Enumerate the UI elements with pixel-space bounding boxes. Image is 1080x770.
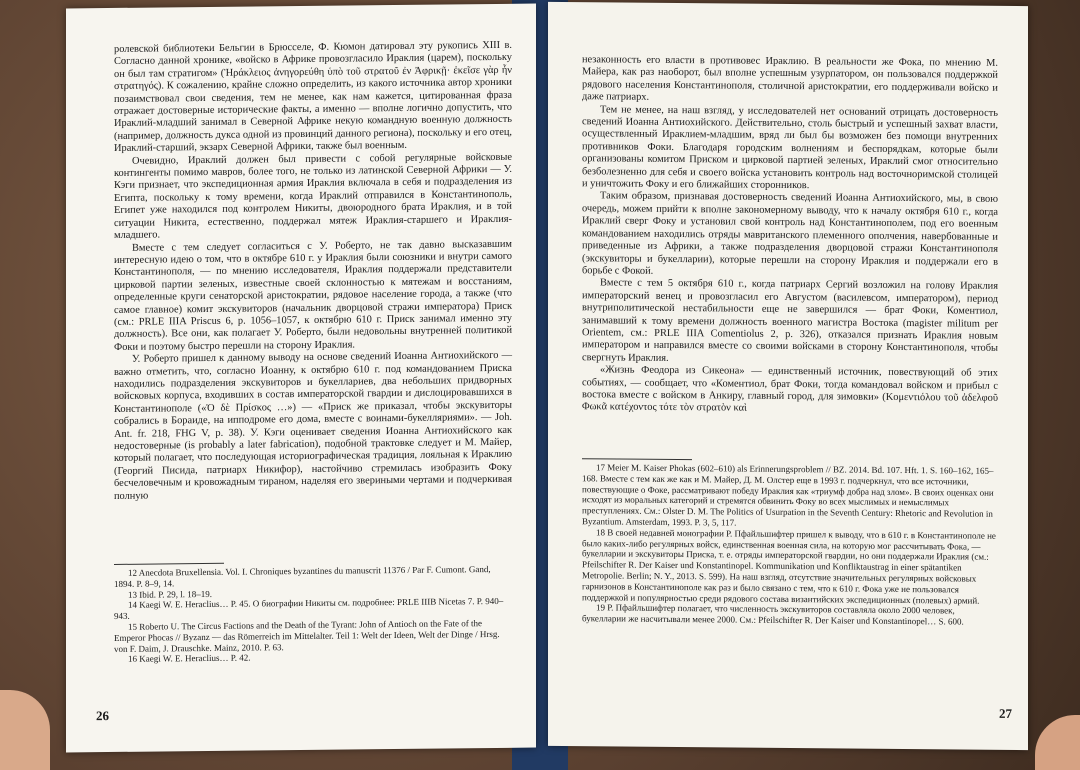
right-paragraph-5: «Жизнь Феодора из Сикеона» — единственный источник, повествующий об этих событиях, — сообщает, что «Коментиол, брат Фоки, тогда командовал войском и прибыл с востока вместе с войском в Анкиру, главный город, для зимовки» (Κομεντιόλου τοῦ ἀδελφοῦ Φωκᾶ κατέχοντος τότε τὸν στρατὸν καὶ bbox=[582, 364, 998, 415]
thumb-left bbox=[0, 690, 50, 770]
footnote-18: 18 В своей недавней монографии Р. Пфайльшифтер пришел к выводу, что в 610 г. в Константинополе не было каких-либо регулярных войск, единственная военная сила, на которую мог рассчитывать Фока, — букелларии и экскувиторы Приска, т. е. отряды императорской гвардии, но они поддержали Ираклия (см.: Pfeilschifter R. Der Kaiser und Konstantinopel. Kommunikation und Konfliktaustrag in einer spätantiken Metropolie. Berlin; N. Y., 2013. S. 599). На наш взгляд, отсутствие значительных регулярных войсковых гарнизонов в Константинополе как раз и было связано с тем, что к 610 г. Фока уже не пользовался поддержкой и популярностью среди рядового состава византийских экспедиционных (полевых) армий. bbox=[582, 527, 996, 606]
footnote-16: 16 Kaegi W. E. Heraclius… P. 42. bbox=[128, 652, 251, 665]
right-page bbox=[548, 2, 1028, 750]
right-paragraph-4: Вместе с тем 5 октября 610 г., когда патриарх Сергий возложил на голову Ираклия императорский венец и провозгласил его Августом (василевсом, императором), период внутриполитической нестабильности еще не завершился — брат Фоки, Коментиол, занимавший к тому времени должность военного магистра Востока (magister militum per Orientem, см.: PRLE IIIA Comentiolus 2, p. 326), отказался признать Ираклия новым императором и направился вместе со своими войсками в сторону Константинополя, чтобы свергнуть Ираклия. bbox=[582, 277, 998, 364]
right-paragraph-1: незаконность его власти в противовес Ираклию. В реальности же Фока, по мнению М. Майера, как раз наоборот, был вполне успешным узурпатором, он пользовался поддержкой рядового населения Константинополя, столичной аристократии, его поддерживали войско и даже патриарх. bbox=[582, 54, 998, 104]
left-paragraph-2: Очевидно, Ираклий должен был привести с собой регулярные войсковые контингенты помимо мавров, более того, не только из латинской Северной Африки — У. Кэги признает, что экспедиционная армия Ираклия включала в себя и подразделения из Египта, поскольку к тому времени, когда Ираклий отправился в Константинополь, Египет уже находился под контролем Никиты, двоюродного брата Ираклия, и в той ситуации Никита, естественно, поддержал мятеж Ираклия-старшего и Ираклия-младшего. bbox=[114, 151, 512, 242]
footnote-14: 14 Kaegi W. E. Heraclius… P. 45. О биографии Никиты см. подробнее: PRLE IIIB Nicetas 7. P. 940–943. bbox=[114, 596, 504, 622]
thumb-right bbox=[1035, 715, 1080, 770]
footnote-15: 15 Roberto U. The Circus Factions and the Death of the Tyrant: John of Antioch on the Fate of the Emperor Phocas // Byzanz — das Römerreich im Mittelalter. Teil 1: Welt der Ideen, Welt der Dinge / Hrsg. von F. Daim, J. Drauschke. Mainz, 2010. P. 63. bbox=[114, 618, 500, 654]
left-body-text bbox=[114, 40, 512, 503]
footnote-12: 12 Anecdota Bruxellensia. Vol. I. Chroniques byzantines du manuscrit 11376 / Par F. Cumont. Gand, 1894. P. 8–9, 14. bbox=[114, 564, 491, 589]
right-paragraph-3: Таким образом, признавая достоверность сведений Иоанна Антиохийского, мы, в свою очередь, можем прийти к вполне закономерному выводу, что к началу октября 610 г., когда Ираклий сверг Фоку и установил свой контроль над Константинополем, под его военным командованием находились отряды мавританского племенного ополчения, навербованные и приведенные из Африки, а также подразделения дворцовой стражи Константинополя (экскувиторы и букелларии), которые перешли на сторону Ираклия и поддержали его в борьбе с Фокой. bbox=[582, 190, 998, 277]
right-footnotes bbox=[582, 458, 998, 628]
page-number-right: 27 bbox=[999, 705, 1012, 721]
page-number-left: 26 bbox=[96, 708, 109, 724]
right-body-text bbox=[582, 54, 998, 417]
left-page bbox=[66, 4, 536, 753]
footnote-separator bbox=[114, 563, 224, 565]
footnote-19: 19 Р. Пфайльшифтер полагает, что численность экскувиторов составляла около 2000 человек, букелларии же насчитывали менее 2000. См.: Pfeilschifter R. Der Kaiser und Konstantinopel… S. 600. bbox=[582, 602, 964, 627]
left-footnotes bbox=[114, 560, 512, 665]
left-paragraph-1: ролевской библиотеки Бельгии в Брюсселе, Ф. Кюмон датировал эту рукопись XIII в. Согласно данной хронике, «войско в Африке провозгласило Ираклия (царем), поскольку он был там стратигом» (Ἡράκλειος ἀνηγορεύθη ὑπὸ τοῦ στρατοῦ ἐν Ἀφρικῇ· ἐκεῖσε γὰρ ἦν στρατηγός). К сожалению, крайне сложно определить, из какого источника автор хроники позаимствовал свои сведения, тем не менее, как нам кажется, цитированная фраза отражает достоверные исторические факты, а именно — вполне логично допустить, что Ираклий-младший занимал в Северной Африке некую командную военную должность (например, должность дукса одной из провинций данного региона), поскольку и его отец, Ираклий-старший, экзарх Северной Африки, также был военным. bbox=[114, 39, 512, 155]
left-paragraph-3: Вместе с тем следует согласиться с У. Роберто, не так давно высказавшим интересную идею о том, что в октябре 610 г. у Ираклия были союзники и внутри самого Константинополя, — по мнению исследователя, Ираклия поддержали представители цирковой партии зеленых, известные своей склонностью к мятежам и восстаниям, определенные круги сенаторской аристократии, рядовое население города, а также (что самое главное) комит экскувиторов (начальник дворцовой стражи императора) Приск (см.: PRLE IIIA Priscus 6, p. 1056–1057, к октябрю 610 г. Приск занимал именно эту должность). Все они, как полагает У. Роберто, были недовольны внутренней политикой Фоки и поэтому быстро перешли на сторону Ираклия. bbox=[114, 238, 512, 353]
footnote-13: 13 Ibid. P. 29, l. 18–19. bbox=[128, 588, 213, 600]
right-paragraph-2: Тем не менее, на наш взгляд, у исследователей нет оснований отрицать достоверность сведений Иоанна Антиохийского. Действительно, столь быстрый и успешный захват власти, осуществленный Ираклием-младшим, вряд ли был бы возможен без помощи внутренних противников Фоки. Благодаря городским волнениям и беспорядкам, которые были организованы комитом Приском и цирковой партией зеленых, Ираклий смог относительно безболезненно для себя и своего войска установить контроль над восточноримской столицей и уничтожить Фоку и его ближайших сторонников. bbox=[582, 103, 998, 192]
footnote-17: 17 Meier M. Kaiser Phokas (602–610) als Erinnerungsproblem // BZ. 2014. Bd. 107. Hft. 1. S. 160–162, 165–168. Вместе с тем как же как и М. Майер, Д. М. Олстер еще в 1993 г. подчеркнул, что все источники, повествующие о Фоке, рассматривают победу Ираклия как «триумф добра над злом». В своих оценках они исходят из моральных категорий и стремятся обвинить Фоку во всех мыслимых и немыслимых преступлениях. См.: Olster D. M. The Politics of Usurpation in the Seventh Century: Rhetoric and Revolution in Byzantium. Amsterdam, 1993. P. 3, 5, 117. bbox=[582, 462, 994, 528]
footnote-separator bbox=[582, 458, 692, 460]
left-paragraph-4: У. Роберто пришел к данному выводу на основе сведений Иоанна Антиохийского — важно отметить, что, согласно Иоанну, к октябрю 610 г. под командованием Приска находились подразделения экскувиторов и букеллариев, два небольших придворных войсковых корпуса, входивших в состав императорской гвардии и дислоцировавшихся в Константинополе («Ὁ δὲ Πρίσκος …») — «Приск же приказал, чтобы экскувиторы собрались в Бораиде, на ипподроме его дома, вместе с воинами-букелляриями». — Joh. Ant. fr. 218, FHG V, p. 38). У. Кэги оценивает сведения Иоанна Антиохийского как недостоверные (is probably a later fabrication), подобной трактовке следует и М. Майер, который полагает, что последующая историографическая традиция, лояльная к Ираклию (Георгий Писида, патриарх Никифор), настойчиво стремилась изобразить Фоку бесчеловечным и кровожадным тираном, наделяя его звериными чертами и подчеркивая полную bbox=[114, 349, 512, 502]
